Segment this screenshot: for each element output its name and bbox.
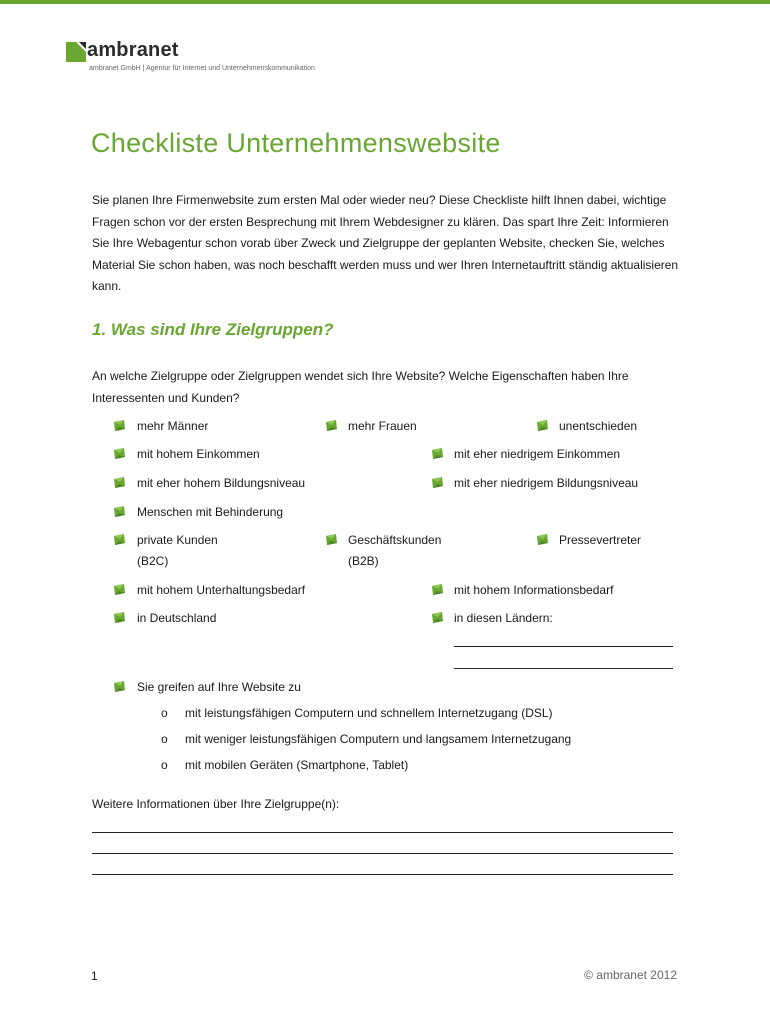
top-accent-bar — [0, 0, 770, 4]
green-bullet-icon[interactable] — [536, 420, 549, 431]
countries-line-2[interactable] — [454, 668, 673, 669]
green-bullet-icon[interactable] — [113, 584, 126, 595]
countries-line-1[interactable] — [454, 646, 673, 647]
green-bullet-icon[interactable] — [431, 584, 444, 595]
option-private-customers-code: (B2C) — [137, 554, 169, 568]
green-bullet-icon[interactable] — [431, 612, 444, 623]
section-heading: 1. Was sind Ihre Zielgruppen? — [92, 320, 334, 339]
access-option-label: mit leistungsfähigen Computern und schnellem Internetzugang (DSL) — [185, 706, 553, 720]
option-information: mit hohem Informationsbedarf — [454, 583, 614, 597]
option-men: mehr Männer — [137, 419, 209, 433]
green-bullet-icon[interactable] — [536, 534, 549, 545]
page-number: 1 — [91, 969, 98, 983]
option-press: Pressevertreter — [559, 533, 642, 547]
green-bullet-icon[interactable] — [113, 681, 126, 692]
green-bullet-icon[interactable] — [325, 420, 338, 431]
option-high-education: mit eher hohem Bildungsniveau — [137, 476, 306, 490]
logo-mark-icon — [66, 42, 86, 62]
circle-bullet-icon: o — [161, 758, 168, 772]
option-entertainment: mit hohem Unterhaltungsbedarf — [137, 583, 306, 597]
logo-tagline: ambranet GmbH | Agentur für Internet und Unternehmenskommunikation — [89, 65, 315, 72]
option-low-income: mit eher niedrigem Einkommen — [454, 447, 621, 461]
option-countries: in diesen Ländern: — [454, 611, 553, 625]
access-option-label: mit weniger leistungsfähigen Computern und langsamem Internetzugang — [185, 732, 572, 746]
document-title: Checkliste Unternehmenswebsite — [91, 128, 501, 158]
section-question: An welche Zielgruppe oder Zielgruppen wendet sich Ihre Website? Welche Eigenschaften haben Ihre Interessenten und Kunden? — [92, 369, 629, 405]
green-bullet-icon[interactable] — [113, 612, 126, 623]
logo-name: ambranet — [87, 39, 179, 61]
access-option-dsl — [161, 703, 553, 725]
option-access: Sie greifen auf Ihre Website zu — [137, 680, 301, 694]
access-option-mobile — [161, 755, 408, 777]
option-low-education: mit eher niedrigem Bildungsniveau — [454, 476, 639, 490]
option-undecided: unentschieden — [559, 419, 638, 433]
further-info-line-3[interactable] — [92, 874, 673, 875]
green-bullet-icon[interactable] — [431, 448, 444, 459]
circle-bullet-icon: o — [161, 706, 168, 720]
copyright: © ambranet 2012 — [584, 968, 677, 982]
further-info-label: Weitere Informationen über Ihre Zielgruppe(n): — [92, 797, 340, 811]
option-disabilities: Menschen mit Behinderung — [137, 505, 284, 519]
option-germany: in Deutschland — [137, 611, 217, 625]
intro-paragraph: Sie planen Ihre Firmenwebsite zum ersten Mal oder wieder neu? Diese Checkliste hilft Ihnen dabei, wichtige Fragen schon vor der ersten Besprechung mit Ihrem Webdesigner zu klären. Das spart Ihre Zeit: Informieren Sie Ihre Webagentur schon vorab über Zweck und Zielgruppe der geplanten Website, checken Sie, welches Material Sie schon haben, was noch beschafft werden muss und wer Ihren Internetauftritt ständig aktualisieren kann. — [92, 193, 679, 293]
option-women: mehr Frauen — [348, 419, 417, 433]
green-bullet-icon[interactable] — [113, 448, 126, 459]
option-private-customers: private Kunden — [137, 533, 218, 547]
option-business-customers: Geschäftskunden — [348, 533, 442, 547]
access-option-slow — [161, 729, 571, 751]
further-info-line-1[interactable] — [92, 832, 673, 833]
option-high-income: mit hohem Einkommen — [137, 447, 260, 461]
option-business-customers-code: (B2B) — [348, 554, 379, 568]
green-bullet-icon[interactable] — [113, 506, 126, 517]
circle-bullet-icon: o — [161, 732, 168, 746]
green-bullet-icon[interactable] — [113, 534, 126, 545]
green-bullet-icon[interactable] — [325, 534, 338, 545]
green-bullet-icon[interactable] — [113, 420, 126, 431]
further-info-line-2[interactable] — [92, 853, 673, 854]
green-bullet-icon[interactable] — [431, 477, 444, 488]
green-bullet-icon[interactable] — [113, 477, 126, 488]
access-option-label: mit mobilen Geräten (Smartphone, Tablet) — [185, 758, 409, 772]
